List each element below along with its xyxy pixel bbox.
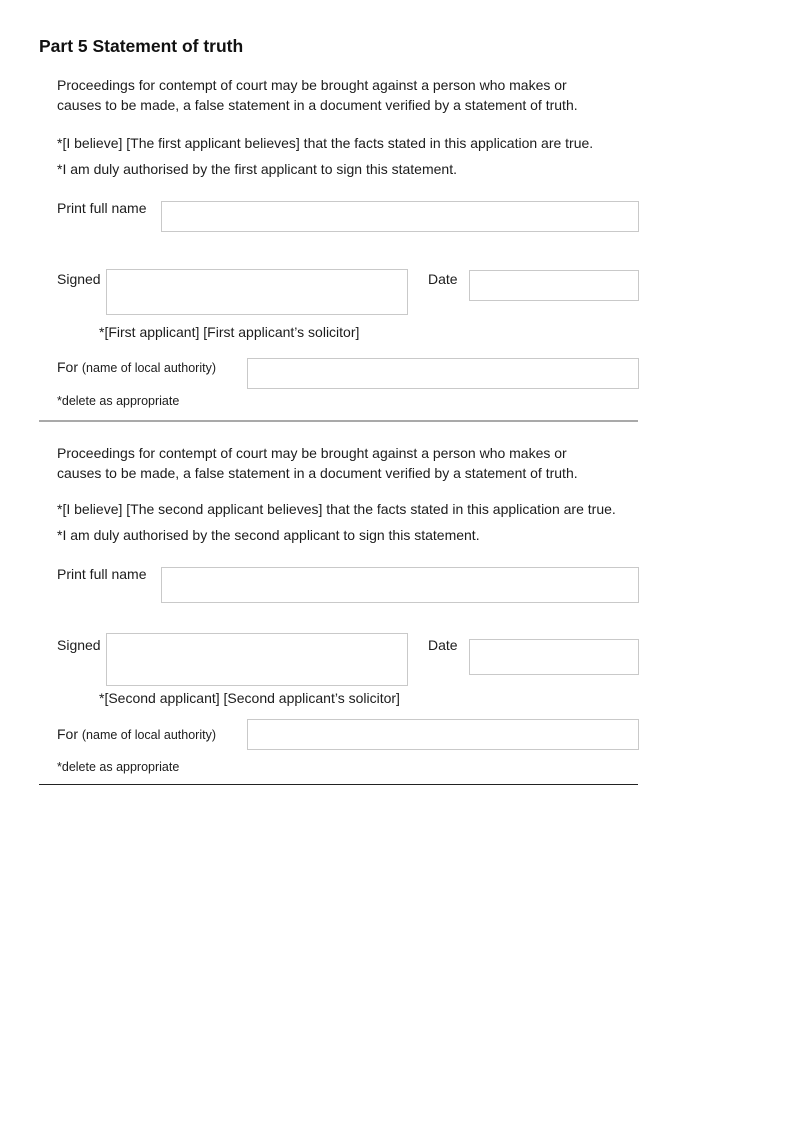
local-authority-field-1[interactable] bbox=[247, 358, 639, 389]
date-label-2: Date bbox=[428, 637, 458, 653]
date-field-2[interactable] bbox=[469, 639, 639, 675]
print-name-label-2: Print full name bbox=[57, 566, 147, 582]
contempt-warning-1 bbox=[57, 75, 647, 115]
for-label-1 bbox=[57, 359, 216, 375]
warning-line: causes to be made, a false statement in a document verified by a statement of truth. bbox=[57, 97, 578, 113]
page-title: Part 5 Statement of truth bbox=[39, 36, 244, 56]
for-label-text: For bbox=[57, 359, 78, 375]
for-hint: (name of local authority) bbox=[81, 728, 216, 742]
authorised-statement-1: *I am duly authorised by the first applicant to sign this statement. bbox=[57, 161, 457, 177]
warning-line: causes to be made, a false statement in a document verified by a statement of truth. bbox=[57, 465, 578, 481]
for-label-text: For bbox=[57, 726, 78, 742]
warning-line: Proceedings for contempt of court may be brought against a person who makes or bbox=[57, 77, 567, 93]
section-divider bbox=[39, 420, 638, 422]
print-name-label-1: Print full name bbox=[57, 200, 147, 216]
for-hint: (name of local authority) bbox=[81, 361, 216, 375]
signed-label-1: Signed bbox=[57, 271, 101, 287]
print-name-field-1[interactable] bbox=[161, 201, 639, 232]
signature-box-1[interactable] bbox=[106, 269, 408, 315]
authorised-statement-2: *I am duly authorised by the second applicant to sign this statement. bbox=[57, 527, 480, 543]
contempt-warning-2 bbox=[57, 443, 647, 483]
signatory-options-2: *[Second applicant] [Second applicant’s solicitor] bbox=[99, 690, 400, 706]
date-label-1: Date bbox=[428, 271, 458, 287]
section-end-rule bbox=[39, 784, 638, 785]
local-authority-field-2[interactable] bbox=[247, 719, 639, 750]
delete-note-1: *delete as appropriate bbox=[57, 394, 180, 408]
belief-statement-2: *[I believe] [The second applicant believes] that the facts stated in this application are true. bbox=[57, 501, 616, 517]
for-label-2 bbox=[57, 726, 216, 742]
date-field-1[interactable] bbox=[469, 270, 639, 301]
signature-box-2[interactable] bbox=[106, 633, 408, 686]
print-name-field-2[interactable] bbox=[161, 567, 639, 603]
warning-line: Proceedings for contempt of court may be brought against a person who makes or bbox=[57, 445, 567, 461]
belief-statement-1: *[I believe] [The first applicant believes] that the facts stated in this application are true. bbox=[57, 135, 594, 151]
signatory-options-1: *[First applicant] [First applicant’s solicitor] bbox=[99, 324, 360, 340]
signed-label-2: Signed bbox=[57, 637, 101, 653]
delete-note-2: *delete as appropriate bbox=[57, 760, 180, 774]
